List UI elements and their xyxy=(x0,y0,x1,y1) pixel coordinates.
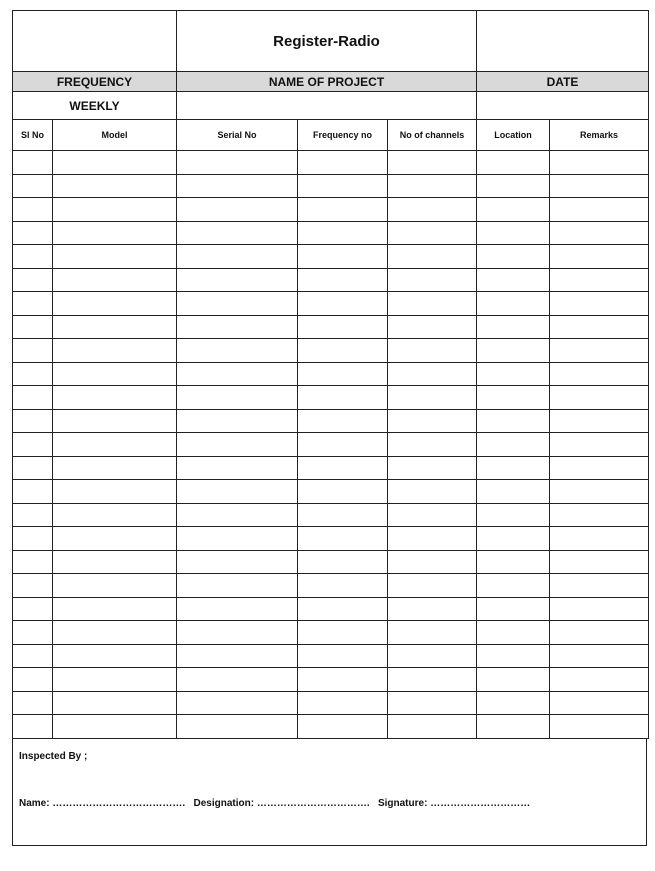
table-cell[interactable] xyxy=(53,644,177,668)
table-row xyxy=(13,527,649,551)
table-cell[interactable] xyxy=(177,456,298,480)
table-cell[interactable] xyxy=(550,433,649,457)
table-cell[interactable] xyxy=(298,574,388,598)
table-cell[interactable] xyxy=(177,174,298,198)
table-cell[interactable] xyxy=(550,292,649,316)
table-cell[interactable] xyxy=(477,621,550,645)
column-header: Location xyxy=(477,120,550,151)
table-cell[interactable] xyxy=(13,644,53,668)
table-row xyxy=(13,621,649,645)
table-cell[interactable] xyxy=(477,174,550,198)
table-cell[interactable] xyxy=(550,503,649,527)
table-row xyxy=(13,292,649,316)
table-cell[interactable] xyxy=(13,433,53,457)
table-cell[interactable] xyxy=(177,198,298,222)
table-cell[interactable] xyxy=(177,362,298,386)
table-cell[interactable] xyxy=(298,409,388,433)
table-cell[interactable] xyxy=(177,433,298,457)
table-cell[interactable] xyxy=(298,221,388,245)
logo-cell xyxy=(13,11,177,72)
table-cell[interactable] xyxy=(550,339,649,363)
signature-line xyxy=(19,798,530,809)
table-cell[interactable] xyxy=(177,339,298,363)
table-row xyxy=(13,503,649,527)
table-cell[interactable] xyxy=(53,221,177,245)
table-row xyxy=(13,668,649,692)
table-cell[interactable] xyxy=(53,456,177,480)
date-field[interactable] xyxy=(477,92,649,120)
table-cell[interactable] xyxy=(477,715,550,739)
table-cell[interactable] xyxy=(388,174,477,198)
table-cell[interactable] xyxy=(550,527,649,551)
table-cell[interactable] xyxy=(550,315,649,339)
table-cell[interactable] xyxy=(53,386,177,410)
table-cell[interactable] xyxy=(477,691,550,715)
table-cell[interactable] xyxy=(388,503,477,527)
table-cell[interactable] xyxy=(298,456,388,480)
table-cell[interactable] xyxy=(477,574,550,598)
table-cell[interactable] xyxy=(53,339,177,363)
table-cell[interactable] xyxy=(550,151,649,175)
table-cell[interactable] xyxy=(177,480,298,504)
table-cell[interactable] xyxy=(550,644,649,668)
table-cell[interactable] xyxy=(477,221,550,245)
table-cell[interactable] xyxy=(13,456,53,480)
table-row xyxy=(13,339,649,363)
table-cell[interactable] xyxy=(388,292,477,316)
table-row xyxy=(13,409,649,433)
table-cell[interactable] xyxy=(388,691,477,715)
table-cell[interactable] xyxy=(550,245,649,269)
table-row xyxy=(13,362,649,386)
table-cell[interactable] xyxy=(388,456,477,480)
table-cell[interactable] xyxy=(13,151,53,175)
table-cell[interactable] xyxy=(13,315,53,339)
name-field[interactable]: …………………………………. xyxy=(52,798,186,809)
table-cell[interactable] xyxy=(477,362,550,386)
table-cell[interactable] xyxy=(298,668,388,692)
table-cell[interactable] xyxy=(477,339,550,363)
inspected-by-label: Inspected By ; xyxy=(19,751,88,762)
table-cell[interactable] xyxy=(13,691,53,715)
table-cell[interactable] xyxy=(550,597,649,621)
table-cell[interactable] xyxy=(550,362,649,386)
table-cell[interactable] xyxy=(13,550,53,574)
table-cell[interactable] xyxy=(550,456,649,480)
table-cell[interactable] xyxy=(53,503,177,527)
table-cell[interactable] xyxy=(13,668,53,692)
table-row xyxy=(13,574,649,598)
name-label: Name: xyxy=(19,798,50,809)
table-cell[interactable] xyxy=(388,268,477,292)
inspection-footer xyxy=(12,738,647,846)
table-cell[interactable] xyxy=(53,292,177,316)
table-cell[interactable] xyxy=(177,503,298,527)
table-cell[interactable] xyxy=(13,527,53,551)
table-cell[interactable] xyxy=(13,221,53,245)
project-field[interactable] xyxy=(177,92,477,120)
table-cell[interactable] xyxy=(550,550,649,574)
table-cell[interactable] xyxy=(477,480,550,504)
table-cell[interactable] xyxy=(550,221,649,245)
table-row xyxy=(13,386,649,410)
column-header: Model xyxy=(53,120,177,151)
table-cell[interactable] xyxy=(550,715,649,739)
table-cell[interactable] xyxy=(13,339,53,363)
table-cell[interactable] xyxy=(550,574,649,598)
table-row xyxy=(13,433,649,457)
table-cell[interactable] xyxy=(477,644,550,668)
table-cell[interactable] xyxy=(550,198,649,222)
table-cell[interactable] xyxy=(177,245,298,269)
table-cell[interactable] xyxy=(298,386,388,410)
table-cell[interactable] xyxy=(177,621,298,645)
table-cell[interactable] xyxy=(477,151,550,175)
table-cell[interactable] xyxy=(388,480,477,504)
table-cell[interactable] xyxy=(177,574,298,598)
table-cell[interactable] xyxy=(388,315,477,339)
table-cell[interactable] xyxy=(13,174,53,198)
table-cell[interactable] xyxy=(477,268,550,292)
signature-label: Signature: xyxy=(377,798,428,809)
table-cell[interactable] xyxy=(177,315,298,339)
table-cell[interactable] xyxy=(388,527,477,551)
table-row xyxy=(13,550,649,574)
table-cell[interactable] xyxy=(298,292,388,316)
table-cell[interactable] xyxy=(550,174,649,198)
table-cell[interactable] xyxy=(177,550,298,574)
table-cell[interactable] xyxy=(53,480,177,504)
table-cell[interactable] xyxy=(13,621,53,645)
table-cell[interactable] xyxy=(53,409,177,433)
table-cell[interactable] xyxy=(298,621,388,645)
register-table xyxy=(12,10,649,739)
table-cell[interactable] xyxy=(53,174,177,198)
table-cell[interactable] xyxy=(13,480,53,504)
frequency-label: FREQUENCY xyxy=(13,72,177,92)
table-cell[interactable] xyxy=(388,715,477,739)
table-cell[interactable] xyxy=(53,691,177,715)
table-row xyxy=(13,597,649,621)
column-header: Sl No xyxy=(13,120,53,151)
table-cell[interactable] xyxy=(177,644,298,668)
table-cell[interactable] xyxy=(477,550,550,574)
table-cell[interactable] xyxy=(388,362,477,386)
table-cell[interactable] xyxy=(388,339,477,363)
table-cell[interactable] xyxy=(388,597,477,621)
table-cell[interactable] xyxy=(298,433,388,457)
table-cell[interactable] xyxy=(550,268,649,292)
table-cell[interactable] xyxy=(13,574,53,598)
table-cell[interactable] xyxy=(550,386,649,410)
table-row xyxy=(13,315,649,339)
table-cell[interactable] xyxy=(298,174,388,198)
table-cell[interactable] xyxy=(298,527,388,551)
table-cell[interactable] xyxy=(388,574,477,598)
column-header: Frequency no xyxy=(298,120,388,151)
table-row xyxy=(13,245,649,269)
column-header-row xyxy=(13,120,649,151)
table-cell[interactable] xyxy=(177,292,298,316)
table-cell[interactable] xyxy=(53,621,177,645)
page-title: Register-Radio xyxy=(177,11,477,72)
table-cell[interactable] xyxy=(477,433,550,457)
designation-field[interactable]: ……………………………. xyxy=(256,798,370,809)
table-cell[interactable] xyxy=(388,433,477,457)
table-cell[interactable] xyxy=(53,715,177,739)
table-cell[interactable] xyxy=(53,198,177,222)
table-cell[interactable] xyxy=(53,433,177,457)
table-cell[interactable] xyxy=(550,480,649,504)
date-label: DATE xyxy=(477,72,649,92)
table-cell[interactable] xyxy=(298,151,388,175)
table-cell[interactable] xyxy=(177,386,298,410)
table-cell[interactable] xyxy=(298,550,388,574)
table-cell[interactable] xyxy=(477,503,550,527)
table-cell[interactable] xyxy=(13,198,53,222)
table-cell[interactable] xyxy=(298,362,388,386)
table-row xyxy=(13,644,649,668)
table-cell[interactable] xyxy=(53,151,177,175)
table-cell[interactable] xyxy=(53,315,177,339)
table-row xyxy=(13,480,649,504)
table-row xyxy=(13,691,649,715)
table-row xyxy=(13,151,649,175)
table-cell[interactable] xyxy=(298,245,388,269)
table-cell[interactable] xyxy=(13,503,53,527)
table-cell[interactable] xyxy=(477,245,550,269)
table-cell[interactable] xyxy=(298,597,388,621)
signature-field[interactable]: ………………………… xyxy=(430,798,531,809)
table-cell[interactable] xyxy=(477,456,550,480)
column-header: Remarks xyxy=(550,120,649,151)
table-cell[interactable] xyxy=(298,715,388,739)
table-cell[interactable] xyxy=(477,292,550,316)
table-cell[interactable] xyxy=(53,362,177,386)
table-cell[interactable] xyxy=(477,597,550,621)
table-row xyxy=(13,221,649,245)
table-cell[interactable] xyxy=(388,245,477,269)
table-cell[interactable] xyxy=(388,151,477,175)
table-cell[interactable] xyxy=(177,691,298,715)
table-cell[interactable] xyxy=(177,151,298,175)
table-cell[interactable] xyxy=(13,597,53,621)
table-cell[interactable] xyxy=(298,691,388,715)
table-cell[interactable] xyxy=(177,221,298,245)
table-cell[interactable] xyxy=(477,409,550,433)
table-cell[interactable] xyxy=(298,480,388,504)
table-cell[interactable] xyxy=(388,409,477,433)
column-header: Serial No xyxy=(177,120,298,151)
table-cell[interactable] xyxy=(53,245,177,269)
table-cell[interactable] xyxy=(550,668,649,692)
designation-label: Designation: xyxy=(193,798,255,809)
table-row xyxy=(13,198,649,222)
table-cell[interactable] xyxy=(477,198,550,222)
table-cell[interactable] xyxy=(53,574,177,598)
table-cell[interactable] xyxy=(298,315,388,339)
table-row xyxy=(13,174,649,198)
table-cell[interactable] xyxy=(13,245,53,269)
table-cell[interactable] xyxy=(53,668,177,692)
table-cell[interactable] xyxy=(177,268,298,292)
table-cell[interactable] xyxy=(388,621,477,645)
table-cell[interactable] xyxy=(550,621,649,645)
table-cell[interactable] xyxy=(550,409,649,433)
table-cell[interactable] xyxy=(388,198,477,222)
table-cell[interactable] xyxy=(388,644,477,668)
table-cell[interactable] xyxy=(298,339,388,363)
table-row xyxy=(13,268,649,292)
table-cell[interactable] xyxy=(550,691,649,715)
table-cell[interactable] xyxy=(388,550,477,574)
table-cell[interactable] xyxy=(13,409,53,433)
table-cell[interactable] xyxy=(53,527,177,551)
table-cell[interactable] xyxy=(477,386,550,410)
table-row xyxy=(13,715,649,739)
table-cell[interactable] xyxy=(13,386,53,410)
table-cell[interactable] xyxy=(388,221,477,245)
table-row xyxy=(13,456,649,480)
table-cell[interactable] xyxy=(298,644,388,668)
table-cell[interactable] xyxy=(13,362,53,386)
table-cell[interactable] xyxy=(53,268,177,292)
table-cell[interactable] xyxy=(388,386,477,410)
table-cell[interactable] xyxy=(177,668,298,692)
table-cell[interactable] xyxy=(477,668,550,692)
table-cell[interactable] xyxy=(177,527,298,551)
table-cell[interactable] xyxy=(298,268,388,292)
title-right-cell xyxy=(477,11,649,72)
table-cell[interactable] xyxy=(177,715,298,739)
table-cell[interactable] xyxy=(177,597,298,621)
column-header: No of channels xyxy=(388,120,477,151)
table-cell[interactable] xyxy=(477,315,550,339)
table-cell[interactable] xyxy=(388,668,477,692)
frequency-value: WEEKLY xyxy=(13,92,177,120)
table-cell[interactable] xyxy=(298,198,388,222)
table-cell[interactable] xyxy=(53,597,177,621)
table-cell[interactable] xyxy=(13,268,53,292)
table-cell[interactable] xyxy=(298,503,388,527)
table-cell[interactable] xyxy=(13,292,53,316)
table-cell[interactable] xyxy=(177,409,298,433)
table-cell[interactable] xyxy=(477,527,550,551)
table-cell[interactable] xyxy=(13,715,53,739)
project-label: NAME OF PROJECT xyxy=(177,72,477,92)
table-cell[interactable] xyxy=(53,550,177,574)
